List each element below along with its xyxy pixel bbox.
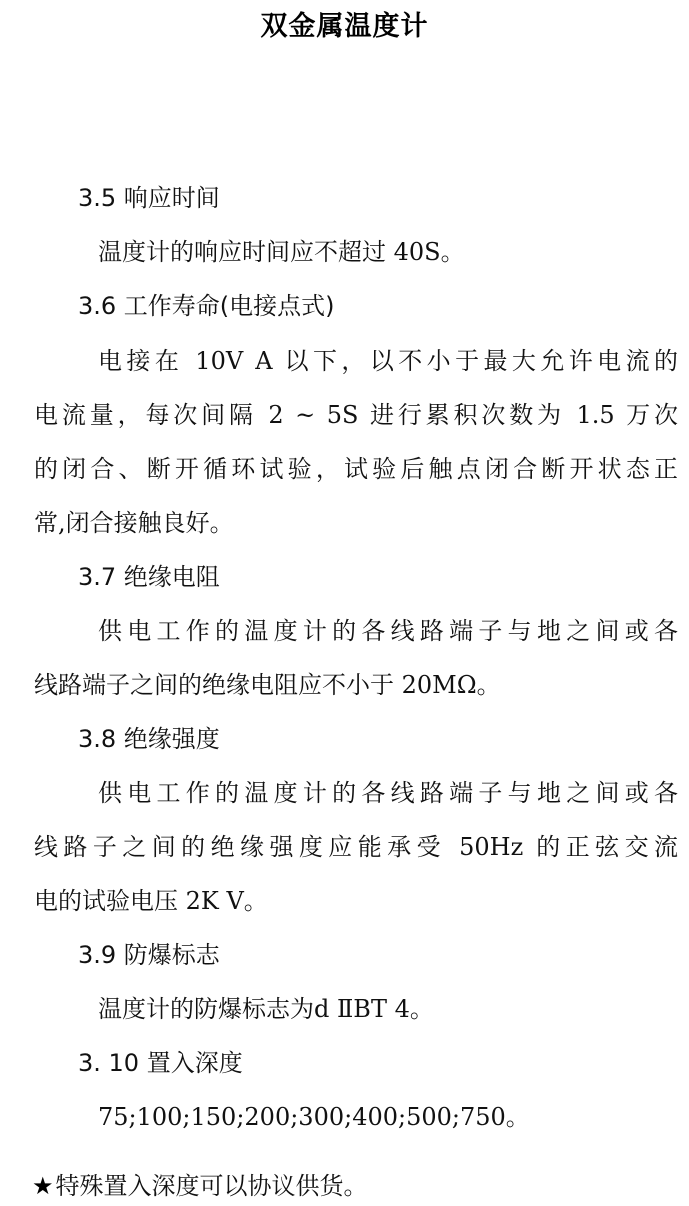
star-icon: ★ <box>32 1172 54 1200</box>
section-text-3-7-line-1: 供电工作的温度计的各线路端子与地之间或各 <box>98 617 678 645</box>
section-text-3-6-line-2: 电流量，每次间隔 2 ~ 5S 进行累积次数为 1.5 万次 <box>34 401 678 429</box>
special-note <box>32 1166 368 1201</box>
section-heading-3-6: 3.6 工作寿命(电接点式) <box>78 292 335 320</box>
section-text-3-9-line-1: 温度计的防爆标志为d ⅡBT 4。 <box>98 995 434 1023</box>
section-text-3-10-line-1: 75;100;150;200;300;400;500;750。 <box>98 1103 530 1131</box>
page-title: 双金属温度计 <box>260 11 429 42</box>
section-text-3-7-line-2: 线路端子之间的绝缘电阻应不小于 20MΩ。 <box>34 671 501 699</box>
section-text-3-6-line-3: 的闭合、断开循环试验，试验后触点闭合断开状态正 <box>34 455 678 483</box>
section-text-3-8-line-3: 电的试验电压 2K V。 <box>34 887 268 915</box>
section-heading-3-5: 3.5 响应时间 <box>78 184 220 212</box>
section-heading-3-7: 3.7 绝缘电阻 <box>78 563 220 591</box>
section-text-3-8-line-2: 线路子之间的绝缘强度应能承受 50Hz 的正弦交流 <box>34 833 678 861</box>
section-heading-3-9: 3.9 防爆标志 <box>78 941 220 969</box>
section-text-3-6-line-1: 电接在 10V A 以下，以不小于最大允许电流的 <box>98 347 678 375</box>
special-note-text: 特殊置入深度可以协议供货。 <box>55 1172 368 1200</box>
section-text-3-6-line-4: 常,闭合接触良好。 <box>34 509 234 537</box>
section-heading-3-10: 3. 10 置入深度 <box>78 1049 243 1077</box>
section-text-3-8-line-1: 供电工作的温度计的各线路端子与地之间或各 <box>98 779 678 807</box>
section-heading-3-8: 3.8 绝缘强度 <box>78 725 220 753</box>
section-text-3-5-line-1: 温度计的响应时间应不超过 40S。 <box>98 238 465 266</box>
